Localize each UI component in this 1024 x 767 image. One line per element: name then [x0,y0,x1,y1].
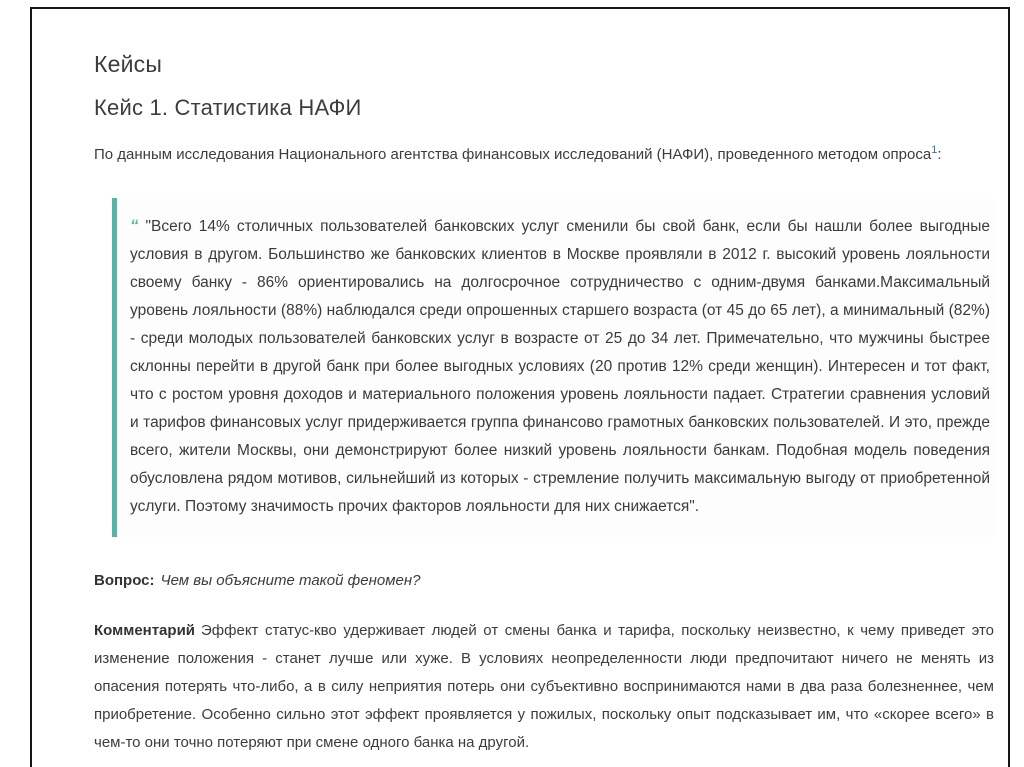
quote-mark-icon: “ [130,216,139,235]
footnote-reference[interactable]: 1 [931,144,938,156]
commentary-paragraph [94,617,994,757]
case-title: Кейс 1. Статистика НАФИ [94,95,362,120]
question-paragraph [94,570,994,591]
slide-content [94,51,994,757]
page-title: Кейсы [94,51,163,77]
question-label: Вопрос: [94,572,155,589]
quote-text: "Всего 14% столичных пользователей банковских услуг сменили бы свой банк, если бы нашли более выгодные условия в другом. Большинство же банковских клиентов в Москве проявляли в 2012 г. высокий уровень лояльности своему банку - 86% ориентировались на долгосрочное сотрудничество с одним-двумя банками.Максимальный уровень лояльности (88%) наблюдался среди опрошенных старшего возраста (от 45 до 65 лет), а минимальный (82%) - среди молодых пользователей банковских услуг в возрасте от 25 до 34 лет. Примечательно, что мужчины быстрее склонны перейти в другой банк при более выгодных условиях (20 против 12% среди женщин). Интересен и тот факт, что с ростом уровня доходов и материального положения уровень лояльности падает. Стратегии сравнения условий и тарифов финансовых услуг придерживается группа финансово грамотных банковских пользователей. И это, прежде всего, жители Москвы, они демонстрируют более низкий уровень лояльности банкам. Подобная модель поведения обусловлена рядом мотивов, сильнейший из которых - стремление получить максимальную выгоду от приобретенной услуги. Поэтому значимость прочих факторов лояльности для них снижается". [130,218,990,515]
quote-block [112,198,994,537]
intro-text: По данным исследования Национального агентства финансовых исследований (НАФИ), проведенного методом опроса [94,146,932,163]
intro-colon: : [937,146,942,163]
commentary-label: Комментарий [94,622,196,639]
question-text: Чем вы объясните такой феномен? [160,572,421,589]
slide-frame [30,7,1010,767]
commentary-text: Эффект статус-кво удерживает людей от смены банка и тарифа, поскольку неизвестно, к чему приведет это изменение положения - станет лучше или хуже. В условиях неопределенности люди предпочитают ничего не менять из опасения потерять что-либо, а в силу неприятия потерь они субъективно воспринимаются нами в два раза болезненнее, чем приобретение. Особенно сильно этот эффект проявляется у пожилых, поскольку опыт подсказывает им, что «скорее всего» в чем-то они точно потеряют при смене одного банка на другой. [94,622,994,751]
intro-paragraph [94,144,994,165]
